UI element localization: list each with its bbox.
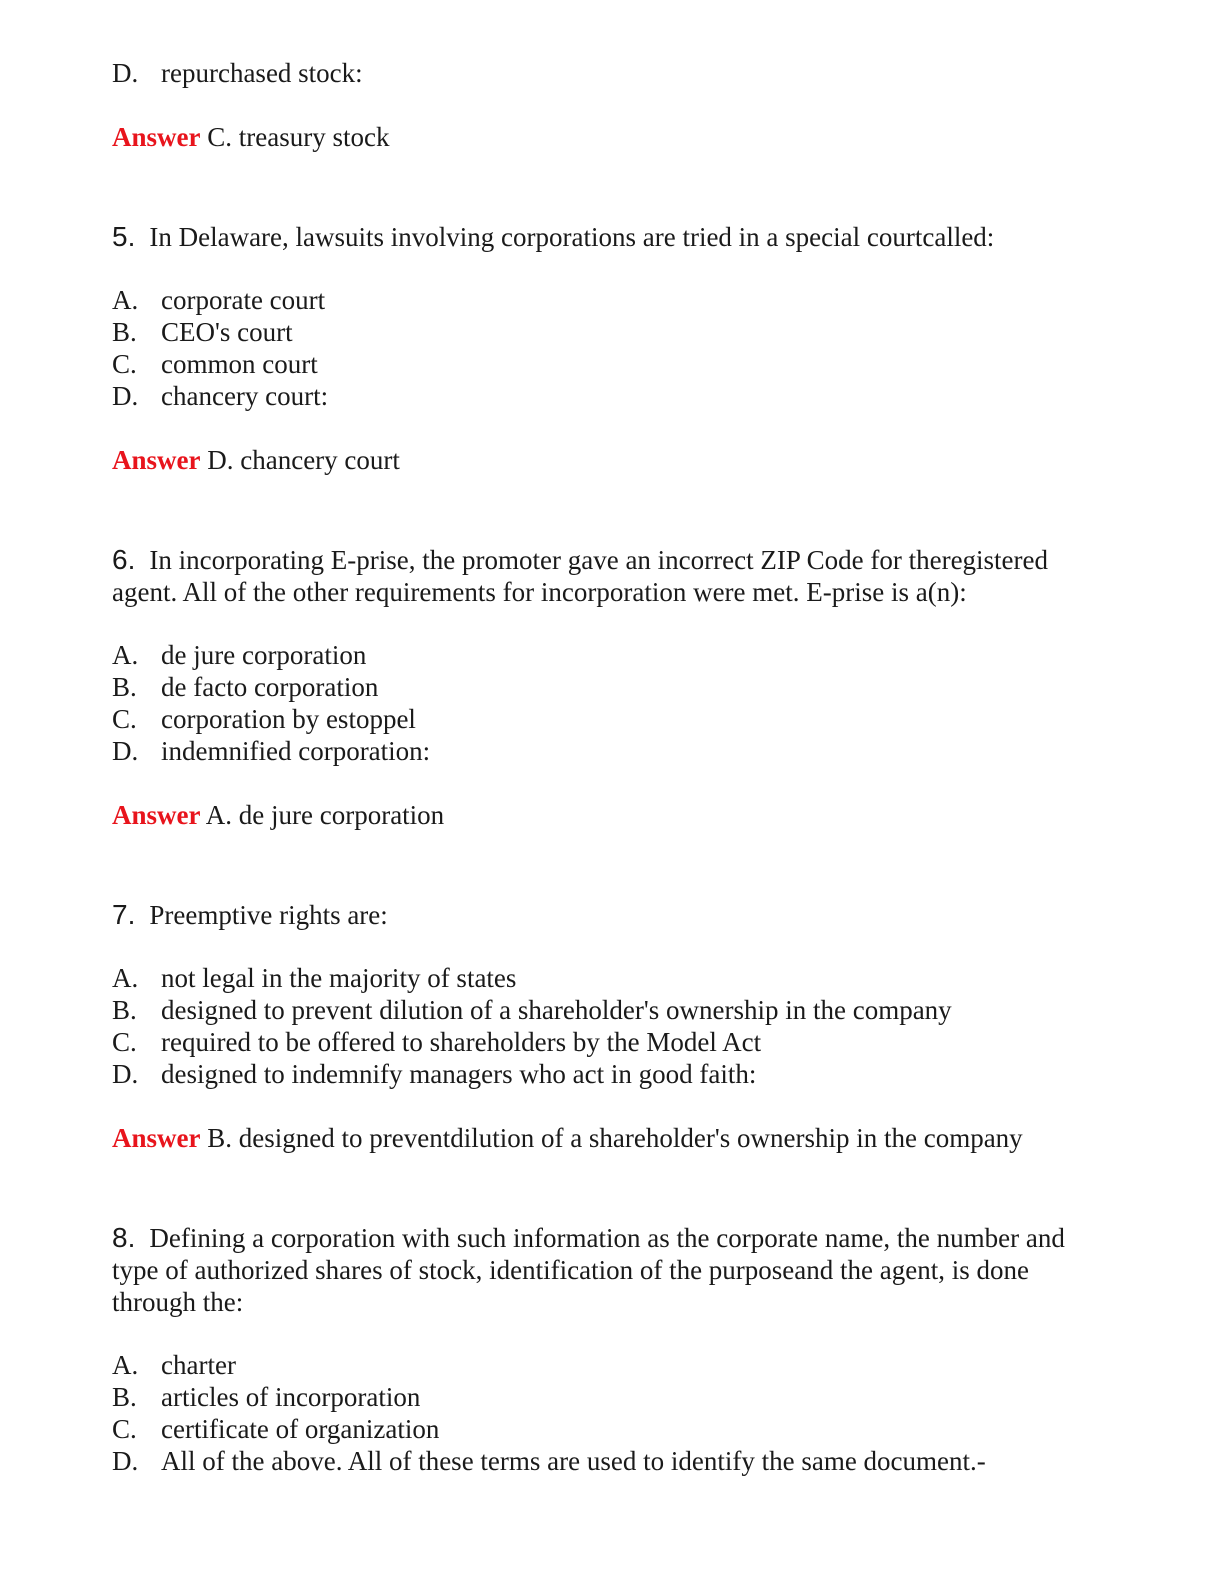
question-8 bbox=[112, 1222, 1112, 1477]
option-letter: B. bbox=[112, 317, 137, 347]
answer-label: Answer bbox=[112, 1123, 201, 1153]
option-letter: C. bbox=[112, 1414, 137, 1444]
answer-text: D. chancery court bbox=[207, 445, 400, 475]
option-letter: B. bbox=[112, 1382, 137, 1412]
option-c bbox=[112, 1413, 1112, 1445]
question-line: agent. All of the other requirements for incorporation were met. E-prise is a(n): bbox=[112, 577, 967, 607]
question-text bbox=[112, 221, 1112, 253]
question-5 bbox=[112, 221, 1112, 476]
option-text: de facto corporation bbox=[161, 672, 379, 702]
answer-line bbox=[112, 799, 1112, 831]
option-letter: B. bbox=[112, 995, 137, 1025]
question-line: type of authorized shares of stock, identification of the purposeand the agent, is done bbox=[112, 1255, 1029, 1285]
question-number: 6. bbox=[112, 544, 136, 575]
option-d bbox=[112, 735, 1112, 767]
option-b bbox=[112, 316, 1112, 348]
question-6 bbox=[112, 544, 1112, 831]
option-text: All of the above. All of these terms are used to identify the same document.- bbox=[161, 1446, 986, 1476]
document-page bbox=[112, 57, 1112, 1477]
question-line: Preemptive rights are: bbox=[149, 900, 388, 930]
option-text: charter bbox=[161, 1350, 236, 1380]
option-letter: A. bbox=[112, 640, 139, 670]
option-c bbox=[112, 1026, 1112, 1058]
question-text bbox=[112, 544, 1112, 608]
option-letter: A. bbox=[112, 1350, 139, 1380]
option-text: not legal in the majority of states bbox=[161, 963, 517, 993]
option-text: articles of incorporation bbox=[161, 1382, 421, 1412]
option-a bbox=[112, 1349, 1112, 1381]
question-text bbox=[112, 899, 1112, 931]
answer-line bbox=[112, 444, 1112, 476]
answer-line bbox=[112, 1122, 1112, 1154]
option-a bbox=[112, 962, 1112, 994]
option-letter: D. bbox=[112, 736, 139, 766]
option-d bbox=[112, 1445, 1112, 1477]
question-number: 8. bbox=[112, 1222, 136, 1253]
question-number: 5. bbox=[112, 221, 136, 252]
answer-label: Answer bbox=[112, 800, 201, 830]
option-b bbox=[112, 1381, 1112, 1413]
option-text: required to be offered to shareholders by the Model Act bbox=[161, 1027, 762, 1057]
option-text: chancery court: bbox=[161, 381, 329, 411]
option-letter: B. bbox=[112, 672, 137, 702]
option-text: CEO's court bbox=[161, 317, 293, 347]
answer-label: Answer bbox=[112, 445, 201, 475]
answer-line bbox=[112, 121, 1112, 153]
option-text: repurchased stock: bbox=[161, 58, 363, 88]
option-text: corporation by estoppel bbox=[161, 704, 416, 734]
option-letter: C. bbox=[112, 1027, 137, 1057]
option-letter: D. bbox=[112, 1059, 139, 1089]
option-letter: D. bbox=[112, 1446, 139, 1476]
answer-text: A. de jure corporation bbox=[205, 800, 445, 830]
option-letter: A. bbox=[112, 963, 139, 993]
option-text: indemnified corporation: bbox=[161, 736, 431, 766]
question-line: through the: bbox=[112, 1287, 244, 1317]
option-text: corporate court bbox=[161, 285, 326, 315]
carry-over-block bbox=[112, 57, 1112, 153]
option-d bbox=[112, 380, 1112, 412]
option-d bbox=[112, 57, 1112, 89]
question-line: In incorporating E-prise, the promoter gave an incorrect ZIP Code for theregistered bbox=[149, 545, 1049, 575]
answer-text: B. designed to preventdilution of a shareholder's ownership in the company bbox=[207, 1123, 1023, 1153]
option-letter: D. bbox=[112, 381, 139, 411]
question-text bbox=[112, 1222, 1112, 1318]
answer-text: C. treasury stock bbox=[207, 122, 390, 152]
option-text: certificate of organization bbox=[161, 1414, 440, 1444]
option-a bbox=[112, 639, 1112, 671]
question-line: Defining a corporation with such information as the corporate name, the number and bbox=[149, 1223, 1065, 1253]
option-c bbox=[112, 348, 1112, 380]
option-text: designed to prevent dilution of a shareholder's ownership in the company bbox=[161, 995, 952, 1025]
option-text: common court bbox=[161, 349, 318, 379]
option-b bbox=[112, 994, 1112, 1026]
option-a bbox=[112, 284, 1112, 316]
option-d bbox=[112, 1058, 1112, 1090]
answer-label: Answer bbox=[112, 122, 201, 152]
question-line: In Delaware, lawsuits involving corporations are tried in a special courtcalled: bbox=[149, 222, 995, 252]
question-7 bbox=[112, 899, 1112, 1154]
option-letter: C. bbox=[112, 704, 137, 734]
option-letter: A. bbox=[112, 285, 139, 315]
option-b bbox=[112, 671, 1112, 703]
option-letter: C. bbox=[112, 349, 137, 379]
option-text: designed to indemnify managers who act in good faith: bbox=[161, 1059, 757, 1089]
option-letter: D. bbox=[112, 58, 139, 88]
option-c bbox=[112, 703, 1112, 735]
option-text: de jure corporation bbox=[161, 640, 367, 670]
question-number: 7. bbox=[112, 899, 136, 930]
